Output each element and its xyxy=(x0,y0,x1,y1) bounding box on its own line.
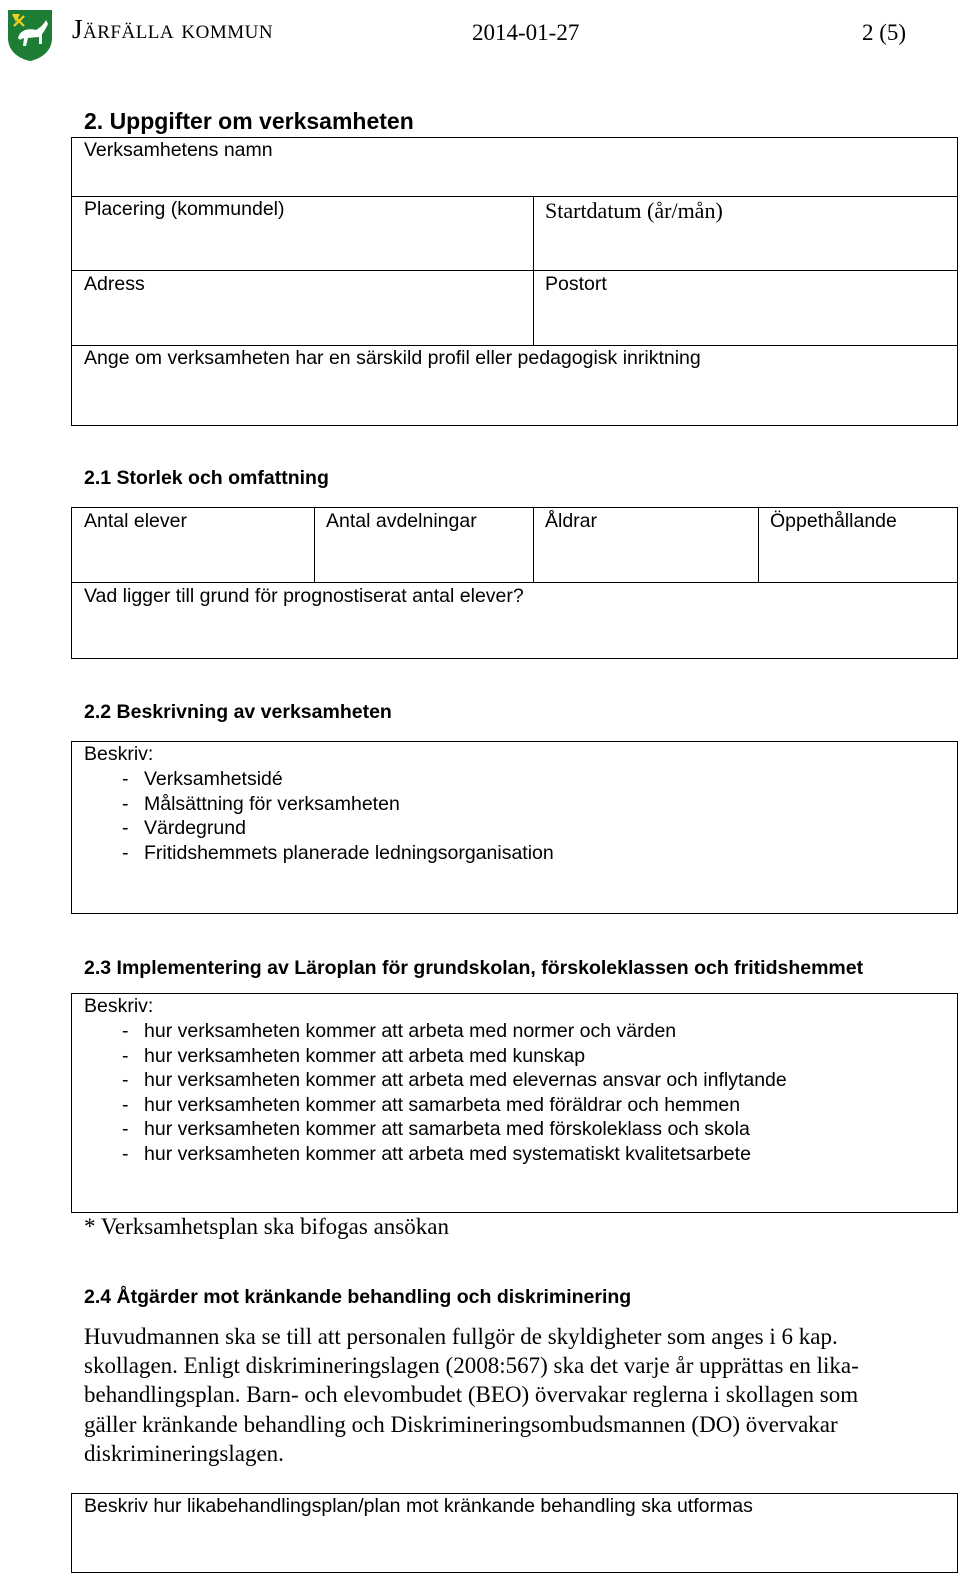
list-item: - hur verksamheten kommer att arbeta med normer och värden xyxy=(122,1020,677,1042)
table-divider xyxy=(533,196,534,345)
startdate-field[interactable] xyxy=(535,228,957,269)
startdate-field-label: Startdatum (år/mån) xyxy=(545,198,723,223)
document-date: 2014-01-27 xyxy=(472,20,580,45)
profile-field[interactable] xyxy=(72,374,957,424)
section-2-1-title: 2.1 Storlek och omfattning xyxy=(84,467,329,489)
table-divider xyxy=(71,196,958,197)
profile-field-label: Ange om verksamheten har en särskild profil eller pedagogisk inriktning xyxy=(84,347,701,369)
list-item: - Fritidshemmets planerade ledningsorganisation xyxy=(122,841,554,864)
list-item: - hur verksamheten kommer att arbeta med systematiskt kvalitetsarbete xyxy=(122,1142,751,1165)
list-item: - hur verksamheten kommer att samarbeta med förskoleklass och skola xyxy=(122,1118,750,1141)
municipality-coat-of-arms-logo xyxy=(6,8,54,62)
section-2-3-title: 2.3 Implementering av Läroplan för grundskolan, förskoleklassen och fritidshemmet xyxy=(84,957,864,979)
opening-hours-field-label: Öppethållande xyxy=(770,510,897,532)
opening-hours-field[interactable] xyxy=(760,538,957,581)
table-divider xyxy=(71,345,958,346)
table-divider xyxy=(314,507,315,582)
curriculum-intro: Beskriv: xyxy=(84,995,154,1017)
table-divider xyxy=(71,582,958,583)
ages-field[interactable] xyxy=(535,538,757,581)
section-2-4-title: 2.4 Åtgärder mot kränkande behandling och diskriminering xyxy=(84,1286,632,1308)
description-intro: Beskriv: xyxy=(84,743,154,765)
organization-name: Järfälla kommun xyxy=(72,14,274,44)
list-item: - hur verksamheten kommer att arbeta med kunskap xyxy=(122,1044,586,1067)
business-name-field-label: Verksamhetens namn xyxy=(84,139,273,161)
departments-count-field-label: Antal avdelningar xyxy=(326,510,477,532)
address-field-label: Adress xyxy=(84,273,145,295)
prognosis-field[interactable] xyxy=(72,612,957,657)
business-name-field[interactable] xyxy=(72,166,957,195)
student-count-field[interactable] xyxy=(72,538,313,581)
legal-requirements-paragraph xyxy=(84,1322,954,1468)
page-number: 2 (5) xyxy=(862,20,907,45)
departments-count-field[interactable] xyxy=(316,538,532,581)
postort-field[interactable] xyxy=(535,300,957,344)
placement-field-label: Placering (kommundel) xyxy=(84,198,285,220)
student-count-field-label: Antal elever xyxy=(84,510,187,532)
ages-field-label: Åldrar xyxy=(545,510,598,532)
table-divider xyxy=(71,270,958,271)
list-item: - Värdegrund xyxy=(122,817,246,840)
list-item: - hur verksamheten kommer att samarbeta med föräldrar och hemmen xyxy=(122,1093,741,1116)
description-requirements-list xyxy=(84,767,554,865)
list-item: - Verksamhetsidé xyxy=(122,768,283,790)
equal-treatment-plan-field-label: Beskriv hur likabehandlingsplan/plan mot kränkande behandling ska utformas xyxy=(84,1495,753,1517)
business-plan-note: * Verksamhetsplan ska bifogas ansökan xyxy=(84,1214,449,1239)
paragraph-line: skollagen. Enligt diskrimineringslagen (2008:567) ska det varje år upprättas en lika- xyxy=(84,1353,859,1379)
paragraph-line: Huvudmannen ska se till att personalen fullgör de skyldigheter som anges i 6 kap. xyxy=(84,1324,838,1349)
paragraph-line: diskrimineringslagen. xyxy=(84,1440,284,1466)
table-divider xyxy=(533,507,534,582)
curriculum-requirements-list xyxy=(84,1019,787,1167)
list-item: - Målsättning för verksamheten xyxy=(122,792,400,815)
address-field[interactable] xyxy=(72,300,532,344)
table-divider xyxy=(758,507,759,582)
paragraph-line: behandlingsplan. Barn- och elevombudet (BEO) övervakar reglerna i skollagen som xyxy=(84,1382,859,1408)
paragraph-line: gäller kränkande behandling och Diskrimineringsombudsmannen (DO) övervakar xyxy=(84,1411,838,1437)
placement-field[interactable] xyxy=(72,226,532,269)
section-2-2-title: 2.2 Beskrivning av verksamheten xyxy=(84,701,392,723)
list-item: - hur verksamheten kommer att arbeta med elevernas ansvar och inflytande xyxy=(122,1069,787,1092)
section-2-title: 2. Uppgifter om verksamheten xyxy=(84,108,414,134)
postort-field-label: Postort xyxy=(545,273,607,295)
prognosis-field-label: Vad ligger till grund för prognostiserat antal elever? xyxy=(84,585,524,607)
